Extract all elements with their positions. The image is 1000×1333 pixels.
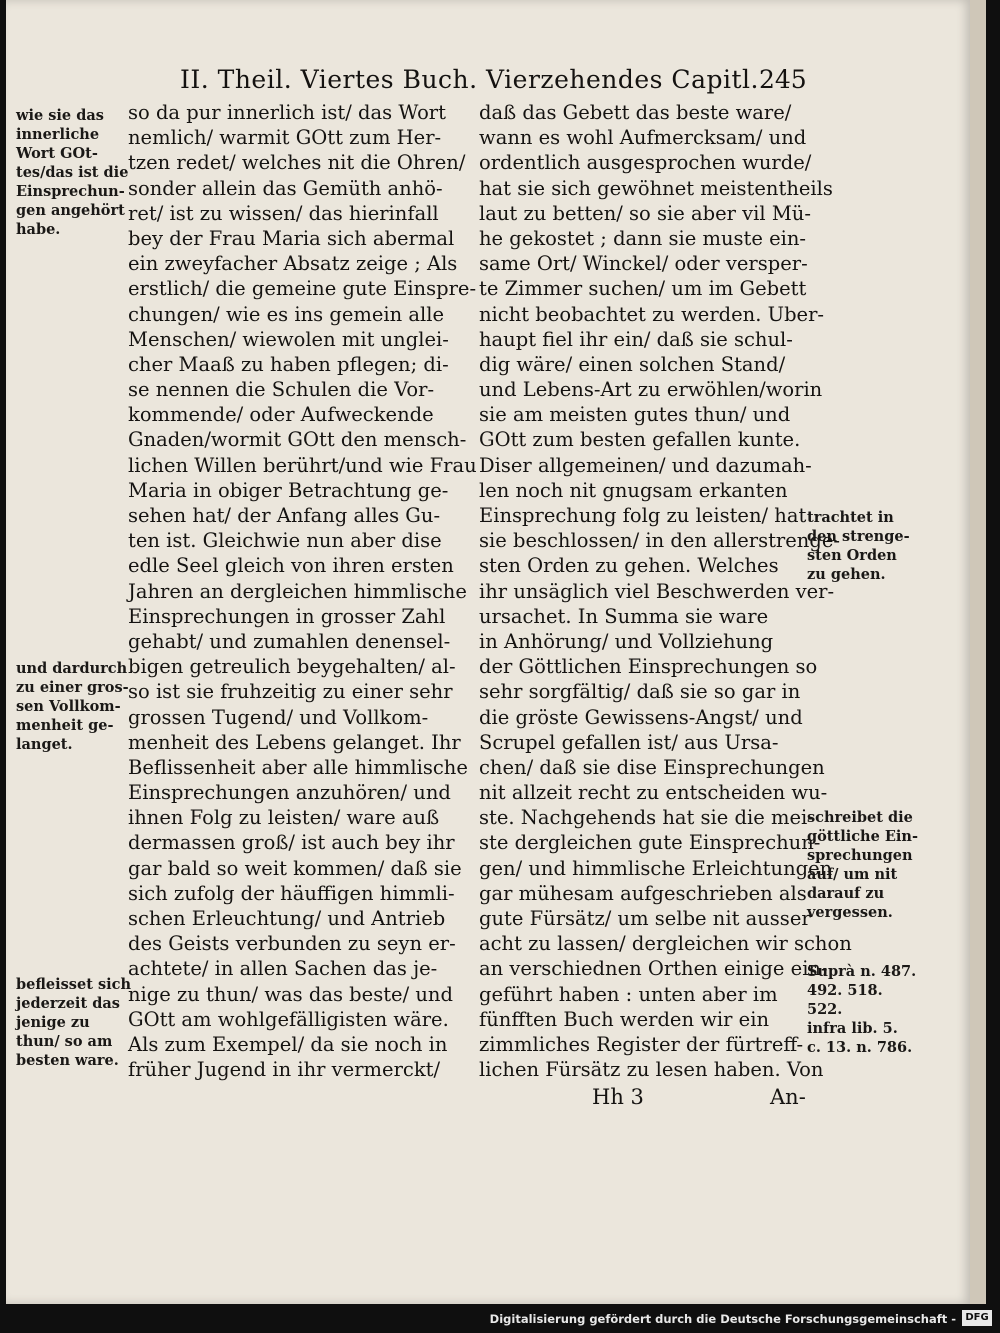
text-line: befleisset sich bbox=[16, 976, 131, 993]
text-line: Jahren an dergleichen himmlische bbox=[128, 579, 467, 603]
text-line: kommende/ oder Aufweckende bbox=[128, 403, 434, 427]
text-line: jederzeit das bbox=[16, 995, 120, 1012]
text-line: Einsprechungen in grosser Zahl bbox=[128, 604, 446, 628]
text-line: nit allzeit recht zu entscheiden wu- bbox=[479, 781, 828, 805]
text-line: gute Fürsätz/ um selbe nit ausser bbox=[479, 907, 811, 930]
text-line: sehr sorgfältig/ daß sie so gar in bbox=[479, 680, 801, 704]
text-line: gehabt/ und zumahlen denensel- bbox=[128, 629, 451, 653]
text-line: in Anhörung/ und Vollziehung bbox=[479, 629, 774, 653]
text-line: Gnaden/wormit GOtt den mensch- bbox=[128, 428, 467, 452]
text-line: ihr unsäglich viel Beschwerden ver- bbox=[479, 579, 835, 603]
text-line: gar mühesam aufgeschrieben als bbox=[479, 881, 807, 905]
text-line: langet. bbox=[16, 736, 73, 753]
text-line: fünfften Buch werden wir ein bbox=[479, 1007, 770, 1031]
text-line: same Ort/ Winckel/ oder versper- bbox=[479, 252, 808, 276]
text-line: wann es wohl Aufmercksam/ und bbox=[479, 126, 807, 150]
running-header bbox=[180, 58, 807, 94]
text-line: dermassen groß/ ist auch bey ihr bbox=[128, 831, 455, 855]
text-line: menheit ge- bbox=[16, 717, 114, 734]
text-line: edle Seel gleich von ihren ersten bbox=[128, 554, 454, 578]
text-line: und Lebens-Art zu erwöhlen/worin bbox=[479, 378, 823, 402]
running-title: II. Theil. Viertes Buch. Vierzehendes Capitl. bbox=[180, 65, 759, 94]
text-line: früher Jugend in ihr vermerckt/ bbox=[128, 1058, 441, 1082]
text-line: zu gehen. bbox=[807, 566, 886, 583]
text-line: sie beschlossen/ in den allerstrenge- bbox=[479, 529, 840, 553]
text-line: Diser allgemeinen/ und dazumah- bbox=[479, 453, 812, 477]
page-edge bbox=[970, 0, 986, 1304]
text-line: Scrupel gefallen ist/ aus Ursa- bbox=[479, 730, 779, 754]
text-line: so da pur innerlich ist/ das Wort bbox=[128, 101, 446, 124]
text-line: lichen Fürsätz zu lesen haben. Von bbox=[479, 1058, 824, 1082]
text-line: so ist sie fruhzeitig zu einer sehr bbox=[128, 680, 453, 704]
text-line: ret/ ist zu wissen/ das hierinfall bbox=[128, 201, 439, 225]
text-line: ihnen Folg zu leisten/ ware auß bbox=[128, 806, 440, 830]
digitization-credit: Digitalisierung gefördert durch die Deutsche Forschungsgemeinschaft - bbox=[489, 1312, 956, 1326]
text-line: ordentlich ausgesprochen wurde/ bbox=[479, 151, 812, 175]
text-line: nemlich/ warmit GOtt zum Her- bbox=[128, 126, 442, 150]
text-line: se nennen die Schulen die Vor- bbox=[128, 378, 435, 402]
text-line: zimmliches Register der fürtreff- bbox=[479, 1032, 804, 1056]
text-line: haupt fiel ihr ein/ daß sie schul- bbox=[479, 327, 793, 351]
text-line: he gekostet ; dann sie muste ein- bbox=[479, 226, 807, 250]
text-line: sten Orden zu gehen. Welches bbox=[479, 554, 779, 578]
margin-note-right bbox=[807, 962, 916, 1057]
text-line: wie sie das bbox=[16, 107, 104, 124]
text-line: und dardurch bbox=[16, 660, 128, 677]
text-line: grossen Tugend/ und Vollkom- bbox=[128, 705, 429, 729]
text-line: gen/ und himmlische Erleichtungen bbox=[479, 856, 833, 880]
text-line: auf/ um nit bbox=[807, 866, 898, 883]
text-line: der Göttlichen Einsprechungen so bbox=[479, 655, 818, 679]
text-line: besten ware. bbox=[16, 1052, 119, 1069]
text-line: jenige zu bbox=[16, 1014, 90, 1031]
margin-note-right bbox=[807, 508, 910, 584]
text-line: daß das Gebett das beste ware/ bbox=[479, 101, 792, 124]
text-line: ursachet. In Summa sie ware bbox=[479, 604, 769, 628]
margin-note-left bbox=[16, 106, 128, 239]
text-line: zu einer gros- bbox=[16, 679, 129, 696]
text-line: sonder allein das Gemüth anhö- bbox=[128, 176, 443, 200]
text-line: bigen getreulich beygehalten/ al- bbox=[128, 655, 456, 679]
text-line: Einsprechungen anzuhören/ und bbox=[128, 781, 451, 805]
text-line: Maria in obiger Betrachtung ge- bbox=[128, 478, 449, 502]
text-line: an verschiednen Orthen einige ein- bbox=[479, 957, 828, 981]
signature-mark: Hh 3 bbox=[592, 1085, 644, 1109]
text-line: 492. 518. bbox=[807, 982, 883, 999]
text-line: tzen redet/ welches nit die Ohren/ bbox=[128, 151, 466, 175]
text-line: Beflissenheit aber alle himmlische bbox=[128, 755, 468, 779]
text-line: ein zweyfacher Absatz zeige ; Als bbox=[128, 252, 458, 276]
text-line: dig wäre/ einen solchen Stand/ bbox=[479, 352, 786, 376]
text-line: sich zufolg der häuffigen himmli- bbox=[128, 881, 455, 905]
text-line: gar bald so weit kommen/ daß sie bbox=[128, 856, 462, 880]
text-line: bey der Frau Maria sich abermal bbox=[128, 226, 455, 250]
text-line: infra lib. 5. bbox=[807, 1020, 898, 1037]
text-line: menheit des Lebens gelanget. Ihr bbox=[128, 730, 461, 754]
margin-note-left bbox=[16, 659, 129, 754]
text-line: gen angehört bbox=[16, 202, 125, 219]
text-line: laut zu betten/ so sie aber vil Mü- bbox=[479, 201, 811, 225]
text-line: habe. bbox=[16, 221, 61, 238]
text-line: achtete/ in allen Sachen das je- bbox=[128, 957, 438, 981]
text-line: trachtet in bbox=[807, 509, 894, 526]
text-line: vergessen. bbox=[807, 904, 893, 921]
text-line: acht zu lassen/ dergleichen wir schon bbox=[479, 932, 852, 956]
text-line: Einsprechung folg zu leisten/ hat bbox=[479, 504, 807, 527]
text-line: len noch nit gnugsam erkanten bbox=[479, 478, 788, 502]
page-number: 245 bbox=[758, 65, 807, 94]
text-line: chen/ daß sie dise Einsprechungen bbox=[479, 755, 825, 779]
text-line: sehen hat/ der Anfang alles Gu- bbox=[128, 504, 441, 527]
text-line: Einsprechun- bbox=[16, 183, 125, 200]
text-line: GOtt zum besten gefallen kunte. bbox=[479, 428, 801, 452]
text-line: ten ist. Gleichwie nun aber dise bbox=[128, 529, 442, 553]
text-line: ste dergleichen gute Einsprechun- bbox=[479, 831, 821, 855]
text-line: nicht beobachtet zu werden. Uber- bbox=[479, 302, 825, 326]
text-line: göttliche Ein- bbox=[807, 828, 918, 845]
text-line: Suprà n. 487. bbox=[807, 963, 917, 980]
text-line: chungen/ wie es ins gemein alle bbox=[128, 302, 445, 326]
text-line: nige zu thun/ was das beste/ und bbox=[128, 982, 453, 1006]
text-line: lichen Willen berührt/und wie Frau bbox=[128, 453, 477, 477]
dfg-logo: DFG bbox=[962, 1310, 992, 1326]
text-line: schen Erleuchtung/ und Antrieb bbox=[128, 907, 446, 930]
text-line: die gröste Gewissens-Angst/ und bbox=[479, 705, 803, 729]
text-line: geführt haben : unten aber im bbox=[479, 982, 778, 1006]
text-column-left bbox=[128, 100, 477, 1082]
text-line: 522. bbox=[807, 1001, 843, 1018]
text-line: Als zum Exempel/ da sie noch in bbox=[128, 1032, 448, 1056]
text-line: schreibet die bbox=[807, 809, 913, 826]
text-line: des Geists verbunden zu seyn er- bbox=[128, 932, 456, 956]
text-line: sie am meisten gutes thun/ und bbox=[479, 403, 791, 427]
margin-note-right bbox=[807, 808, 918, 922]
text-line: GOtt am wohlgefälligisten wäre. bbox=[128, 1007, 449, 1031]
text-line: sen Vollkom- bbox=[16, 698, 121, 715]
text-line: hat sie sich gewöhnet meistentheils bbox=[479, 176, 833, 200]
text-line: sprechungen bbox=[807, 847, 913, 864]
text-line: den strenge- bbox=[807, 528, 910, 545]
catchword: An- bbox=[770, 1085, 806, 1109]
text-line: innerliche bbox=[16, 126, 100, 143]
text-line: cher Maaß zu haben pflegen; di- bbox=[128, 352, 449, 376]
text-line: darauf zu bbox=[807, 885, 885, 902]
text-line: Wort GOt- bbox=[16, 145, 98, 162]
text-line: ste. Nachgehends hat sie die mei- bbox=[479, 806, 814, 830]
text-line: tes/das ist die bbox=[16, 164, 129, 181]
text-line: sten Orden bbox=[807, 547, 897, 564]
text-line: erstlich/ die gemeine gute Einspre- bbox=[128, 277, 477, 301]
text-line: te Zimmer suchen/ um im Gebett bbox=[479, 277, 807, 301]
text-line: Menschen/ wiewolen mit unglei- bbox=[128, 327, 449, 351]
margin-note-left bbox=[16, 975, 131, 1070]
text-line: thun/ so am bbox=[16, 1033, 113, 1050]
text-line: c. 13. n. 786. bbox=[807, 1039, 913, 1056]
